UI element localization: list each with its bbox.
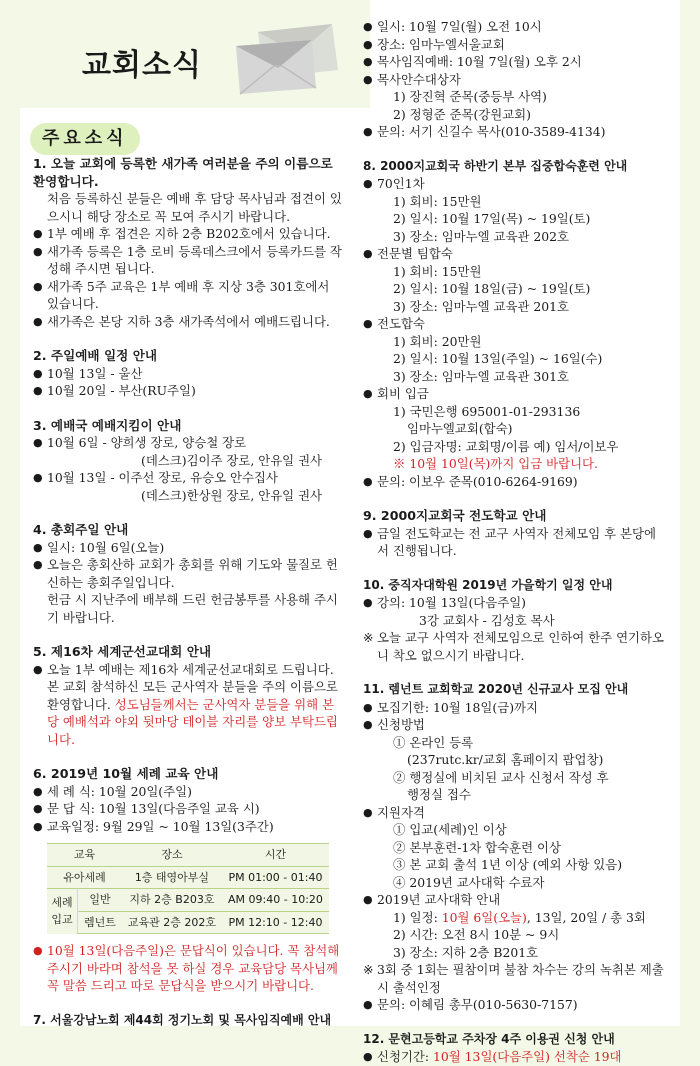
bullet: ● 신청방법 bbox=[363, 716, 665, 734]
bullet: ● 회비 입금 bbox=[363, 385, 665, 403]
notice-title: 4. 총회주일 안내 bbox=[33, 522, 129, 537]
page-title: 교회소식 bbox=[82, 48, 202, 83]
notice-4 bbox=[33, 521, 343, 626]
right-column bbox=[363, 18, 665, 1066]
table-cell: 세례 입교 bbox=[47, 889, 78, 934]
bullet: ● 일시: 10월 7일(월) 오전 10시 bbox=[363, 18, 665, 36]
notice-6 bbox=[33, 765, 343, 995]
notice-title: 12. 문현고등학교 주차장 4주 이용권 신청 안내 bbox=[363, 1031, 615, 1046]
notice-5 bbox=[33, 643, 343, 748]
table-cell: 일반 bbox=[78, 889, 122, 912]
numbered-item: 2) 시간: 오전 8시 10분 ~ 9시 bbox=[393, 927, 560, 942]
bullet: ● 10월 20일 - 부산(RU주일) bbox=[33, 382, 343, 400]
notice-title: 8. 2000지교회국 하반기 본부 집중합숙훈련 안내 bbox=[363, 158, 628, 173]
notice-7 bbox=[33, 1012, 343, 1030]
envelope-icon bbox=[228, 22, 348, 102]
numbered-item: 2) 입금자명: 교회명/이름 예) 임서/이보우 bbox=[393, 438, 619, 454]
notice-title: 9. 2000지교회국 전도학교 안내 bbox=[363, 508, 547, 523]
table-cell: PM 01:00 - 01:40 bbox=[222, 866, 329, 889]
notice-title: 2. 주일예배 일정 안내 bbox=[33, 348, 158, 363]
numbered-item: 3) 장소: 임마누엘 교육관 202호 bbox=[393, 228, 569, 244]
highlight-text: 10월 6일(오늘) bbox=[441, 909, 527, 925]
table-cell: 교육관 2층 202호 bbox=[122, 911, 222, 934]
bullet: ● 장소: 임마누엘서울교회 bbox=[363, 36, 665, 54]
numbered-item-cont: (237rutc.kr/교회 홈페이지 팝업창) bbox=[407, 752, 604, 767]
bullet: ● 문 답 식: 10월 13일(다음주일 교육 시) bbox=[33, 800, 343, 818]
numbered-item: ③ 본 교회 출석 1년 이상 (예외 사항 있음) bbox=[393, 857, 623, 872]
bullet-cont: (데스크)김이주 장로, 안유일 권사 bbox=[141, 452, 323, 468]
bullet: ● 10월 13일 - 이주선 장로, 유승오 안수집사 bbox=[33, 469, 343, 487]
bullet: ● 모집기한: 10월 18일(금)까지 bbox=[363, 699, 665, 717]
numbered-item: 1) 장진혁 준목(중등부 사역) bbox=[393, 89, 547, 104]
bullet-cont: (데스크)한상원 장로, 안유일 권사 bbox=[141, 487, 323, 503]
bullet: ● 목사임직예배: 10월 7일(월) 오후 2시 bbox=[363, 53, 665, 71]
left-column bbox=[33, 155, 343, 1029]
table-cell: PM 12:10 - 12:40 bbox=[222, 911, 329, 934]
bullet: ● 전도합숙 bbox=[363, 315, 665, 333]
table-row bbox=[47, 889, 329, 912]
numbered-item: 2) 정형준 준목(강원교회) bbox=[393, 106, 531, 122]
bullet: ● 새가족은 본당 지하 3층 새가족석에서 예배드립니다. bbox=[33, 313, 343, 331]
bullet: ● 70인1차 bbox=[363, 175, 665, 193]
notice-title: 11. 렘넌트 교회학교 2020년 신규교사 모집 안내 bbox=[363, 682, 629, 696]
bullet: ● 일시: 10월 6일(오늘) bbox=[33, 539, 343, 557]
bullet: ● 10월 13일 - 울산 bbox=[33, 365, 343, 383]
table-cell: 렘넌트 bbox=[78, 911, 122, 934]
notice-7-cont bbox=[363, 18, 665, 141]
numbered-item: ② 본부훈련-1차 합숙훈련 이상 bbox=[393, 839, 561, 855]
notice-text: 헌금 시 지난주에 배부해 드린 헌금봉투를 사용해 주시기 바랍니다. bbox=[47, 592, 338, 625]
bullet: ● 지원자격 bbox=[363, 804, 665, 822]
bullet: ● 2019년 교사대학 안내 bbox=[363, 891, 665, 909]
bullet: ● 세 례 식: 10월 20일(주일) bbox=[33, 783, 343, 801]
notice-text: 처음 등록하신 분들은 예배 후 담당 목사님과 접견이 있으시니 해당 장소로 꼭 모여 주시기 바랍니다. bbox=[47, 191, 342, 224]
notice-8 bbox=[363, 158, 665, 491]
numbered-item: ④ 2019년 교사대학 수료자 bbox=[393, 874, 545, 890]
numbered-item: 1) 회비: 20만원 bbox=[393, 333, 482, 349]
numbered-item: 1) 국민은행 695001-01-293136 bbox=[393, 403, 581, 419]
baptism-schedule-table bbox=[47, 843, 329, 934]
column-header: 교육 bbox=[47, 844, 122, 867]
notice-title: 10. 중직자대학원 2019년 가을학기 일정 안내 bbox=[363, 577, 613, 592]
notice-12 bbox=[363, 1031, 665, 1066]
item-text: 신청기간: bbox=[377, 1049, 433, 1064]
bullet: ● 오늘은 총회산하 교회가 총회를 위해 기도와 물질로 헌신하는 총회주일입니다. bbox=[33, 556, 343, 591]
notice-2 bbox=[33, 347, 343, 400]
deposit-deadline: ※ 10월 10일(목)까지 입금 바랍니다. bbox=[393, 456, 598, 471]
column-header: 장소 bbox=[122, 844, 222, 867]
numbered-item: 3) 장소: 지하 2층 B201호 bbox=[393, 944, 539, 960]
bullet: ● 문의: 서기 신길수 목사(010-3589-4134) bbox=[363, 123, 665, 141]
bullet: ● 1부 예배 후 접견은 지하 2층 B202호에서 있습니다. bbox=[33, 225, 343, 243]
bullet: ● 강의: 10월 13일(다음주일) bbox=[363, 594, 665, 612]
highlight-text: 10월 13일(다음주일) 선착순 19대 bbox=[433, 1049, 622, 1064]
notice-10 bbox=[363, 577, 665, 665]
header-banner bbox=[20, 0, 370, 108]
bullet: ● 새가족 5주 교육은 1부 예배 후 지상 3층 301호에서 있습니다. bbox=[33, 278, 343, 313]
numbered-item: 1) 회비: 15만원 bbox=[393, 263, 482, 279]
table-cell: AM 09:40 - 10:20 bbox=[222, 889, 329, 912]
notice-9 bbox=[363, 507, 665, 560]
notice-1 bbox=[33, 155, 343, 330]
numbered-item: ② 행정실에 비치된 교사 신청서 작성 후 bbox=[393, 769, 609, 785]
numbered-item: 1) 회비: 15만원 bbox=[393, 193, 482, 209]
table-cell: 유아세례 bbox=[47, 866, 122, 889]
bullet: ● 문의: 이보우 준목(010-6264-9169) bbox=[363, 473, 665, 491]
item-text: , 13일, 20일 / 총 3회 bbox=[526, 909, 646, 925]
numbered-item: 3) 장소: 임마누엘 교육관 201호 bbox=[393, 298, 569, 314]
bullet: ● 10월 6일 - 양희생 장로, 양승철 장로 bbox=[33, 434, 343, 452]
bullet: ● 목사안수대상자 bbox=[363, 71, 665, 89]
numbered-item: 2) 일시: 10월 17일(목) ~ 19일(토) bbox=[393, 211, 591, 226]
section-header-pill bbox=[30, 123, 140, 155]
notice-title: 1. 오늘 교회에 등록한 새가족 여러분을 주의 이름으로 환영합니다. bbox=[33, 156, 333, 189]
notice-title: 6. 2019년 10월 세례 교육 안내 bbox=[33, 766, 219, 781]
column-header: 시간 bbox=[222, 844, 329, 867]
numbered-item: ① 온라인 등록 bbox=[393, 734, 474, 750]
bullet: ● 전문별 팀합숙 bbox=[363, 245, 665, 263]
bullet bbox=[33, 661, 343, 749]
numbered-item: 2) 일시: 10월 18일(금) ~ 19일(토) bbox=[393, 281, 591, 296]
notice-title: 5. 제16차 세계군선교대회 안내 bbox=[33, 644, 212, 659]
numbered-item bbox=[363, 909, 665, 927]
bullet: ● 문의: 이혜림 총무(010-5630-7157) bbox=[363, 996, 665, 1014]
notice-3 bbox=[33, 417, 343, 505]
numbered-item: ① 입교(세례)인 이상 bbox=[393, 822, 507, 837]
notice-11 bbox=[363, 681, 665, 1014]
notice-title: 3. 예배국 예배지킴이 안내 bbox=[33, 417, 182, 433]
numbered-item: 3) 장소: 임마누엘 교육관 301호 bbox=[393, 368, 569, 384]
note: ※ 오늘 교구 사역자 전체모임으로 인하여 한주 연기하오니 착오 없으시기 바랍니다. bbox=[363, 629, 665, 664]
section-header-label: 주요소식 bbox=[42, 128, 128, 149]
note: ※ 3회 중 1회는 필참이며 불참 차수는 강의 녹취본 제출시 출석인정 bbox=[363, 961, 665, 996]
bullet: ● 새가족 등록은 1층 로비 등록데스크에서 등록카드를 작성해 주시면 됩니다. bbox=[33, 243, 343, 278]
table-header-row bbox=[47, 844, 329, 867]
table-row bbox=[47, 866, 329, 889]
bullet: ● 금일 전도학교는 전 교구 사역자 전체모임 후 본당에서 진행됩니다. bbox=[363, 525, 665, 560]
table-cell: 1층 태영아부실 bbox=[122, 866, 222, 889]
highlight-bullet: ● 10월 13일(다음주일)은 문답식이 있습니다. 꼭 참석해 주시기 바라며 참석을 못 하실 경우 교육담당 목사님께 꼭 말씀 드리고 따로 문답식을 받으시기 바랍니다. bbox=[33, 942, 343, 995]
bullet: ● 교육일정: 9월 29일 ~ 10월 13일(3주간) bbox=[33, 818, 343, 836]
bullet-text: 오늘 1부 예배는 제16차 세계군선교대회로 드립니다. 본 교회 참석하신 모든 군사역자 분들을 주의 이름으로 환영합니다. bbox=[47, 661, 338, 712]
bullet-cont: 3강 교회사 - 김성호 목사 bbox=[419, 612, 555, 628]
notice-title: 7. 서울강남노회 제44회 정기노회 및 목사임직예배 안내 bbox=[33, 1012, 332, 1027]
numbered-item: 2) 일시: 10월 13일(주일) ~ 16일(수) bbox=[393, 351, 603, 366]
numbered-item-cont: 임마누엘교회(합숙) bbox=[407, 421, 513, 436]
bullet bbox=[363, 1048, 665, 1066]
numbered-item-cont: 행정실 접수 bbox=[407, 787, 471, 802]
item-text: 1) 일정: bbox=[393, 909, 442, 925]
table-cell: 지하 2층 B203호 bbox=[122, 889, 222, 912]
highlight-text: 성도님들께서는 군사역자 분들을 위해 본당 예배석과 야외 뒷마당 테이블 자리를 양보 부탁드립니다. bbox=[47, 696, 338, 747]
table-row bbox=[47, 911, 329, 934]
